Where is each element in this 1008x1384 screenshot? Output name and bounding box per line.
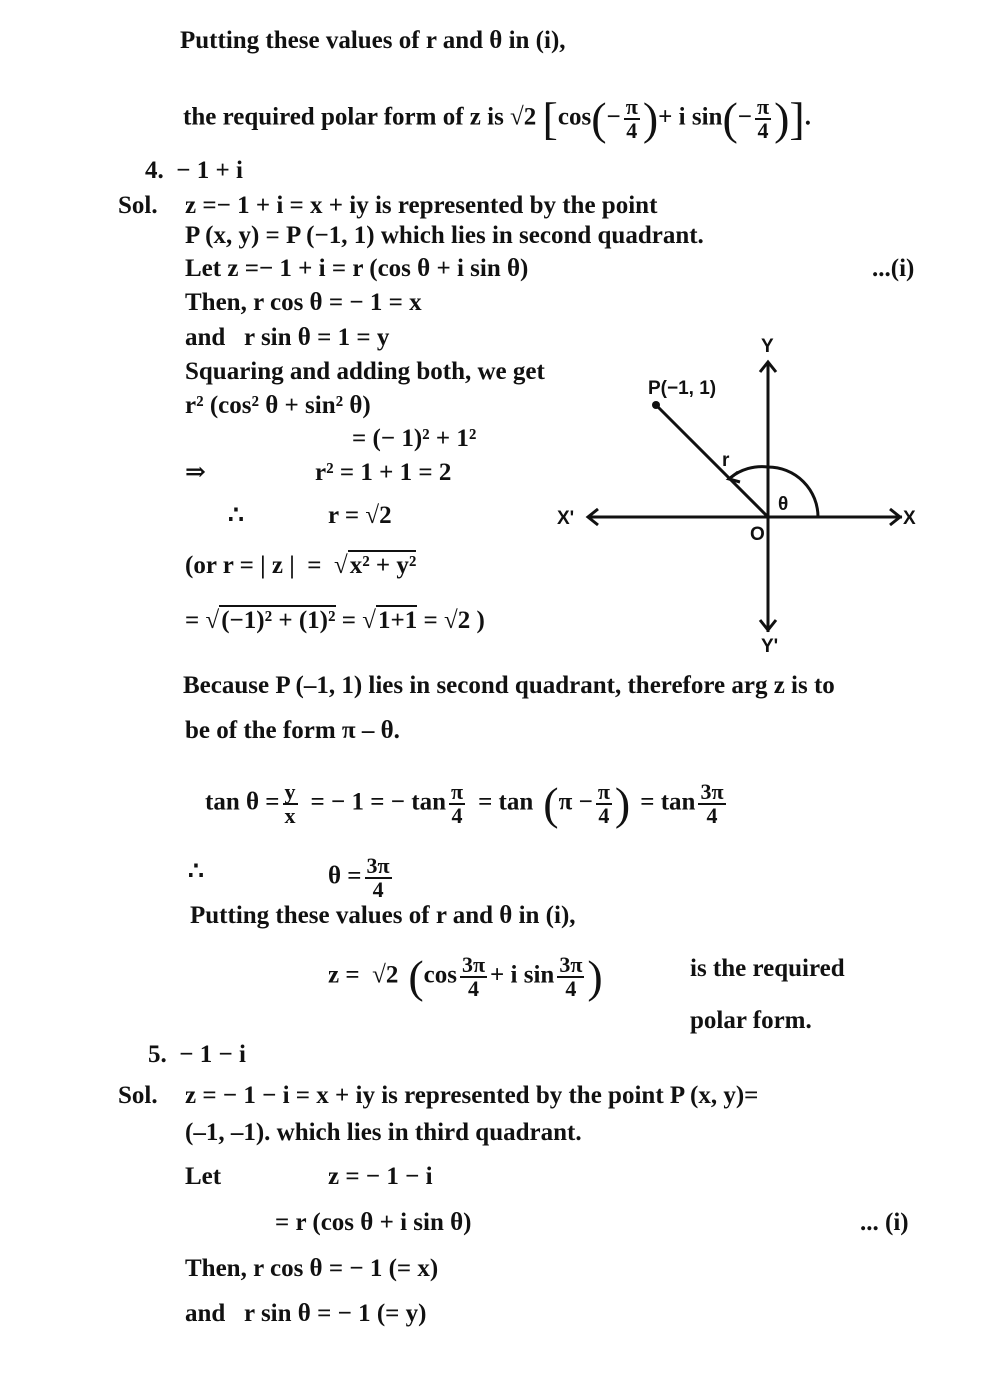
question-5: 5. − 1 − i [148,1041,246,1068]
therefore-symbol: ∴ [228,502,244,529]
text: z = √2 [328,961,399,989]
text-line: z =− 1 + i = x + iy is represented by the point [185,192,658,219]
fraction: $\frac{\pi}{4}$ [451,779,464,828]
text: = tan [640,788,696,816]
paren: ( [591,93,607,144]
label-theta: θ [778,494,789,515]
text: = √2 ) [417,607,485,634]
text: θ = [328,862,362,890]
text-line: = (− 1)² + 1² [352,425,477,452]
minus: − [737,103,753,131]
label-x: X [903,508,916,529]
text-line: (–1, –1). which lies in third quadrant. [185,1119,582,1146]
text: = tan [478,788,534,816]
radicand: (−1)² + (1)² [221,607,336,634]
text: = √ [185,607,220,634]
text-line: Because P (–1, 1) lies in second quadrant, therefore arg z is to [183,672,835,699]
text: cos [423,961,457,989]
text-line: r = √2 [328,502,392,529]
question-4: 4. − 1 + i [145,157,243,184]
fraction: $\frac{3\pi}{4}$ [559,952,583,1001]
text-line: Putting these values of r and θ in (i), [180,27,566,54]
fraction: $\frac{\pi}{4}$ [625,94,638,143]
text-line: and r sin θ = 1 = y [185,324,390,351]
minus: − [606,103,621,131]
polar-form-result [328,951,603,1002]
fraction: $\frac{3\pi}{4}$ [366,853,390,902]
radicand: x² + y² [349,552,417,579]
paren: ( [543,778,559,829]
text-line: P (x, y) = P (−1, 1) which lies in second quadrant. [185,222,704,249]
period: . [804,103,811,131]
cos: cos [557,103,592,131]
text-line: Then, r cos θ = − 1 = x [185,289,422,316]
text: tan θ = [205,788,280,816]
text: = − 1 = − tan [310,788,446,816]
text-line: = r (cos θ + i sin θ) [275,1209,472,1236]
paren: ) [587,951,603,1002]
label-p: P(−1, 1) [648,378,717,399]
implies-symbol: ⇒ [185,459,206,486]
text-line: be of the form π – θ. [185,717,400,744]
equation-ref: ... (i) [860,1209,909,1236]
point-p [652,401,660,409]
equation-ref: ...(i) [872,255,915,282]
text-line: Let z =− 1 + i = r (cos θ + i sin θ) [185,255,529,282]
fraction: $\frac{y}{x}$ [284,779,296,828]
text-line: Let [185,1163,222,1190]
text-line: and r sin θ = − 1 (= y) [185,1300,427,1327]
text-line: z = − 1 − i = x + iy is represented by the point P (x, y)= [185,1082,759,1109]
paren: ) [614,778,631,829]
arrow-icon [729,472,740,482]
text-line: r² = 1 + 1 = 2 [315,459,452,486]
paren: ( [722,93,738,144]
text: = √ [335,607,376,634]
bracket: )] [774,93,805,144]
label-y: Y [761,336,774,357]
label-x-prime: X' [557,508,575,529]
text-line: Then, r cos θ = − 1 (= x) [185,1255,439,1282]
text-line: polar form. [690,1007,812,1034]
fraction: $\frac{\pi}{4}$ [757,94,770,143]
radicand: 1+1 [377,607,418,634]
fraction: $\frac{3\pi}{4}$ [700,779,724,828]
text-line: Squaring and adding both, we get [185,358,545,385]
sol-label: Sol. [118,1082,158,1109]
text: the required polar form of z is √2 [183,103,543,131]
text-line: Putting these values of r and θ in (i), [190,902,576,929]
therefore-symbol: ∴ [188,858,204,885]
paren: ) [642,93,659,144]
tan-equation [205,778,729,829]
text: π − [558,788,593,816]
fraction: $\frac{3\pi}{4}$ [461,952,486,1001]
text: (or r = | z | = √ [185,552,348,579]
radius-line [656,405,768,517]
text: + i sin [490,961,555,989]
label-origin: O [750,524,765,545]
text-line: is the required [690,955,845,982]
fraction: $\frac{\pi}{4}$ [597,779,610,828]
isin: + i sin [658,103,723,131]
paren: ( [408,951,424,1002]
bracket: [ [542,93,558,144]
sol-label: Sol. [118,192,158,219]
label-r: r [722,450,730,471]
label-y-prime: Y' [761,636,779,657]
text-line: r² (cos² θ + sin² θ) [185,392,371,419]
text-line: z = − 1 − i [328,1163,433,1190]
theta-value [328,855,395,901]
